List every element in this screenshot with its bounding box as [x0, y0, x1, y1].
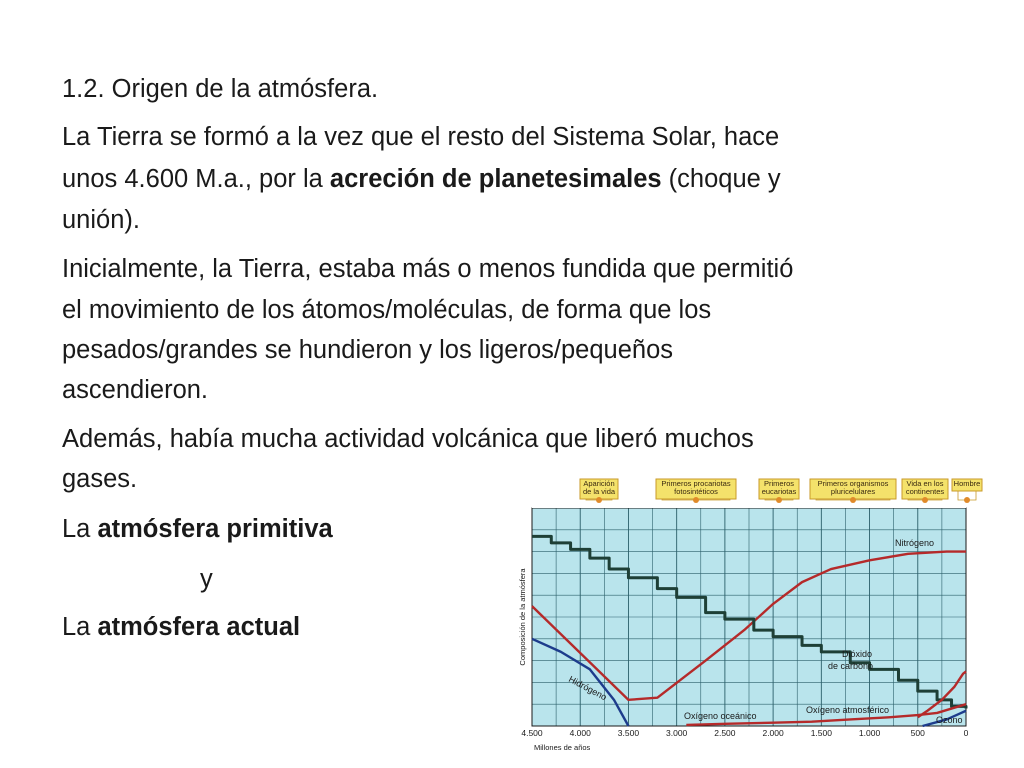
event-label-text: pluricelulares — [830, 487, 876, 496]
atmosfera-actual-line — [62, 608, 300, 646]
x-tick-label: 2.000 — [762, 728, 784, 738]
event-label-text: Primeros organismos — [817, 479, 889, 488]
event-marker — [922, 497, 928, 503]
conjunction-y: y — [200, 565, 213, 593]
text-span: La — [62, 515, 98, 543]
label-ozono: Ozono — [936, 715, 963, 725]
label-dioxido-line-1: Dióxido — [842, 649, 873, 659]
x-tick-label: 4.000 — [569, 728, 591, 738]
x-tick-label: 1.000 — [858, 728, 881, 738]
event-marker — [693, 497, 699, 503]
paragraph-2-line-1: Inicialmente, la Tierra, estaba más o menos fundida que permitió — [62, 255, 794, 283]
event-label-text: Primeros — [763, 479, 795, 488]
event-marker — [964, 497, 970, 503]
label-hidrogeno: Hidrógeno — [567, 673, 609, 703]
atmosphere-composition-figure — [512, 463, 988, 763]
event-label-text: Primeros procariotas — [661, 479, 731, 488]
event-label-text: eucariotas — [761, 487, 797, 496]
text-span: (choque y — [661, 165, 781, 193]
x-tick-label: 4.500 — [521, 728, 543, 738]
text-span: La — [62, 613, 98, 641]
label-dioxido-line-2: de carbono — [828, 661, 874, 671]
atmosfera-primitiva-line — [62, 510, 333, 548]
slide-heading: 1.2. Origen de la atmósfera. — [62, 75, 379, 103]
x-tick-label: 3.000 — [666, 728, 688, 738]
event-marker — [850, 497, 856, 503]
y-axis-title: Composición de la atmósfera — [518, 568, 527, 666]
paragraph-3-line-1: Además, había mucha actividad volcánica que liberó muchos — [62, 425, 754, 453]
bold-term-actual: atmósfera actual — [97, 613, 301, 641]
text-span: unos 4.600 M.a., por la — [62, 165, 330, 193]
event-label-text: Aparición — [583, 479, 615, 488]
bold-term-acrecion: acreción de planetesimales — [329, 165, 662, 193]
paragraph-1-line-1: La Tierra se formó a la vez que el resto del Sistema Solar, hace — [62, 123, 780, 151]
event-label-text: fotosintéticos — [674, 487, 718, 496]
label-oxigeno-oceanico: Oxígeno oceánico — [684, 711, 757, 721]
label-nitrogeno: Nitrógeno — [895, 538, 935, 548]
bold-term-primitiva: atmósfera primitiva — [97, 515, 333, 543]
paragraph-1-line-2 — [62, 160, 781, 198]
x-tick-label: 2.500 — [714, 728, 736, 738]
paragraph-3-line-2: gases. — [62, 465, 138, 493]
paragraph-1-line-3: unión). — [62, 206, 140, 234]
paragraph-2-line-3: pesados/grandes se hundieron y los ligeros/pequeños — [62, 336, 674, 364]
x-tick-label: 0 — [963, 728, 969, 738]
label-oxigeno-atmosferico: Oxígeno atmosférico — [806, 705, 890, 715]
event-label-text: continentes — [905, 487, 945, 496]
x-axis-title: Millones de años — [534, 743, 591, 752]
paragraph-2-line-4: ascendieron. — [62, 376, 209, 404]
event-label-text: Vida en los — [906, 479, 944, 488]
x-tick-label: 1.500 — [810, 728, 832, 738]
atmosphere-chart-svg — [512, 463, 988, 763]
x-tick-label: 3.500 — [617, 728, 640, 738]
event-label-text: Hombre — [953, 479, 981, 488]
event-label-text: de la vida — [582, 487, 616, 496]
event-marker — [776, 497, 782, 503]
x-tick-label: 500 — [910, 728, 925, 738]
paragraph-2-line-2: el movimiento de los átomos/moléculas, de forma que los — [62, 296, 712, 324]
event-marker — [596, 497, 602, 503]
